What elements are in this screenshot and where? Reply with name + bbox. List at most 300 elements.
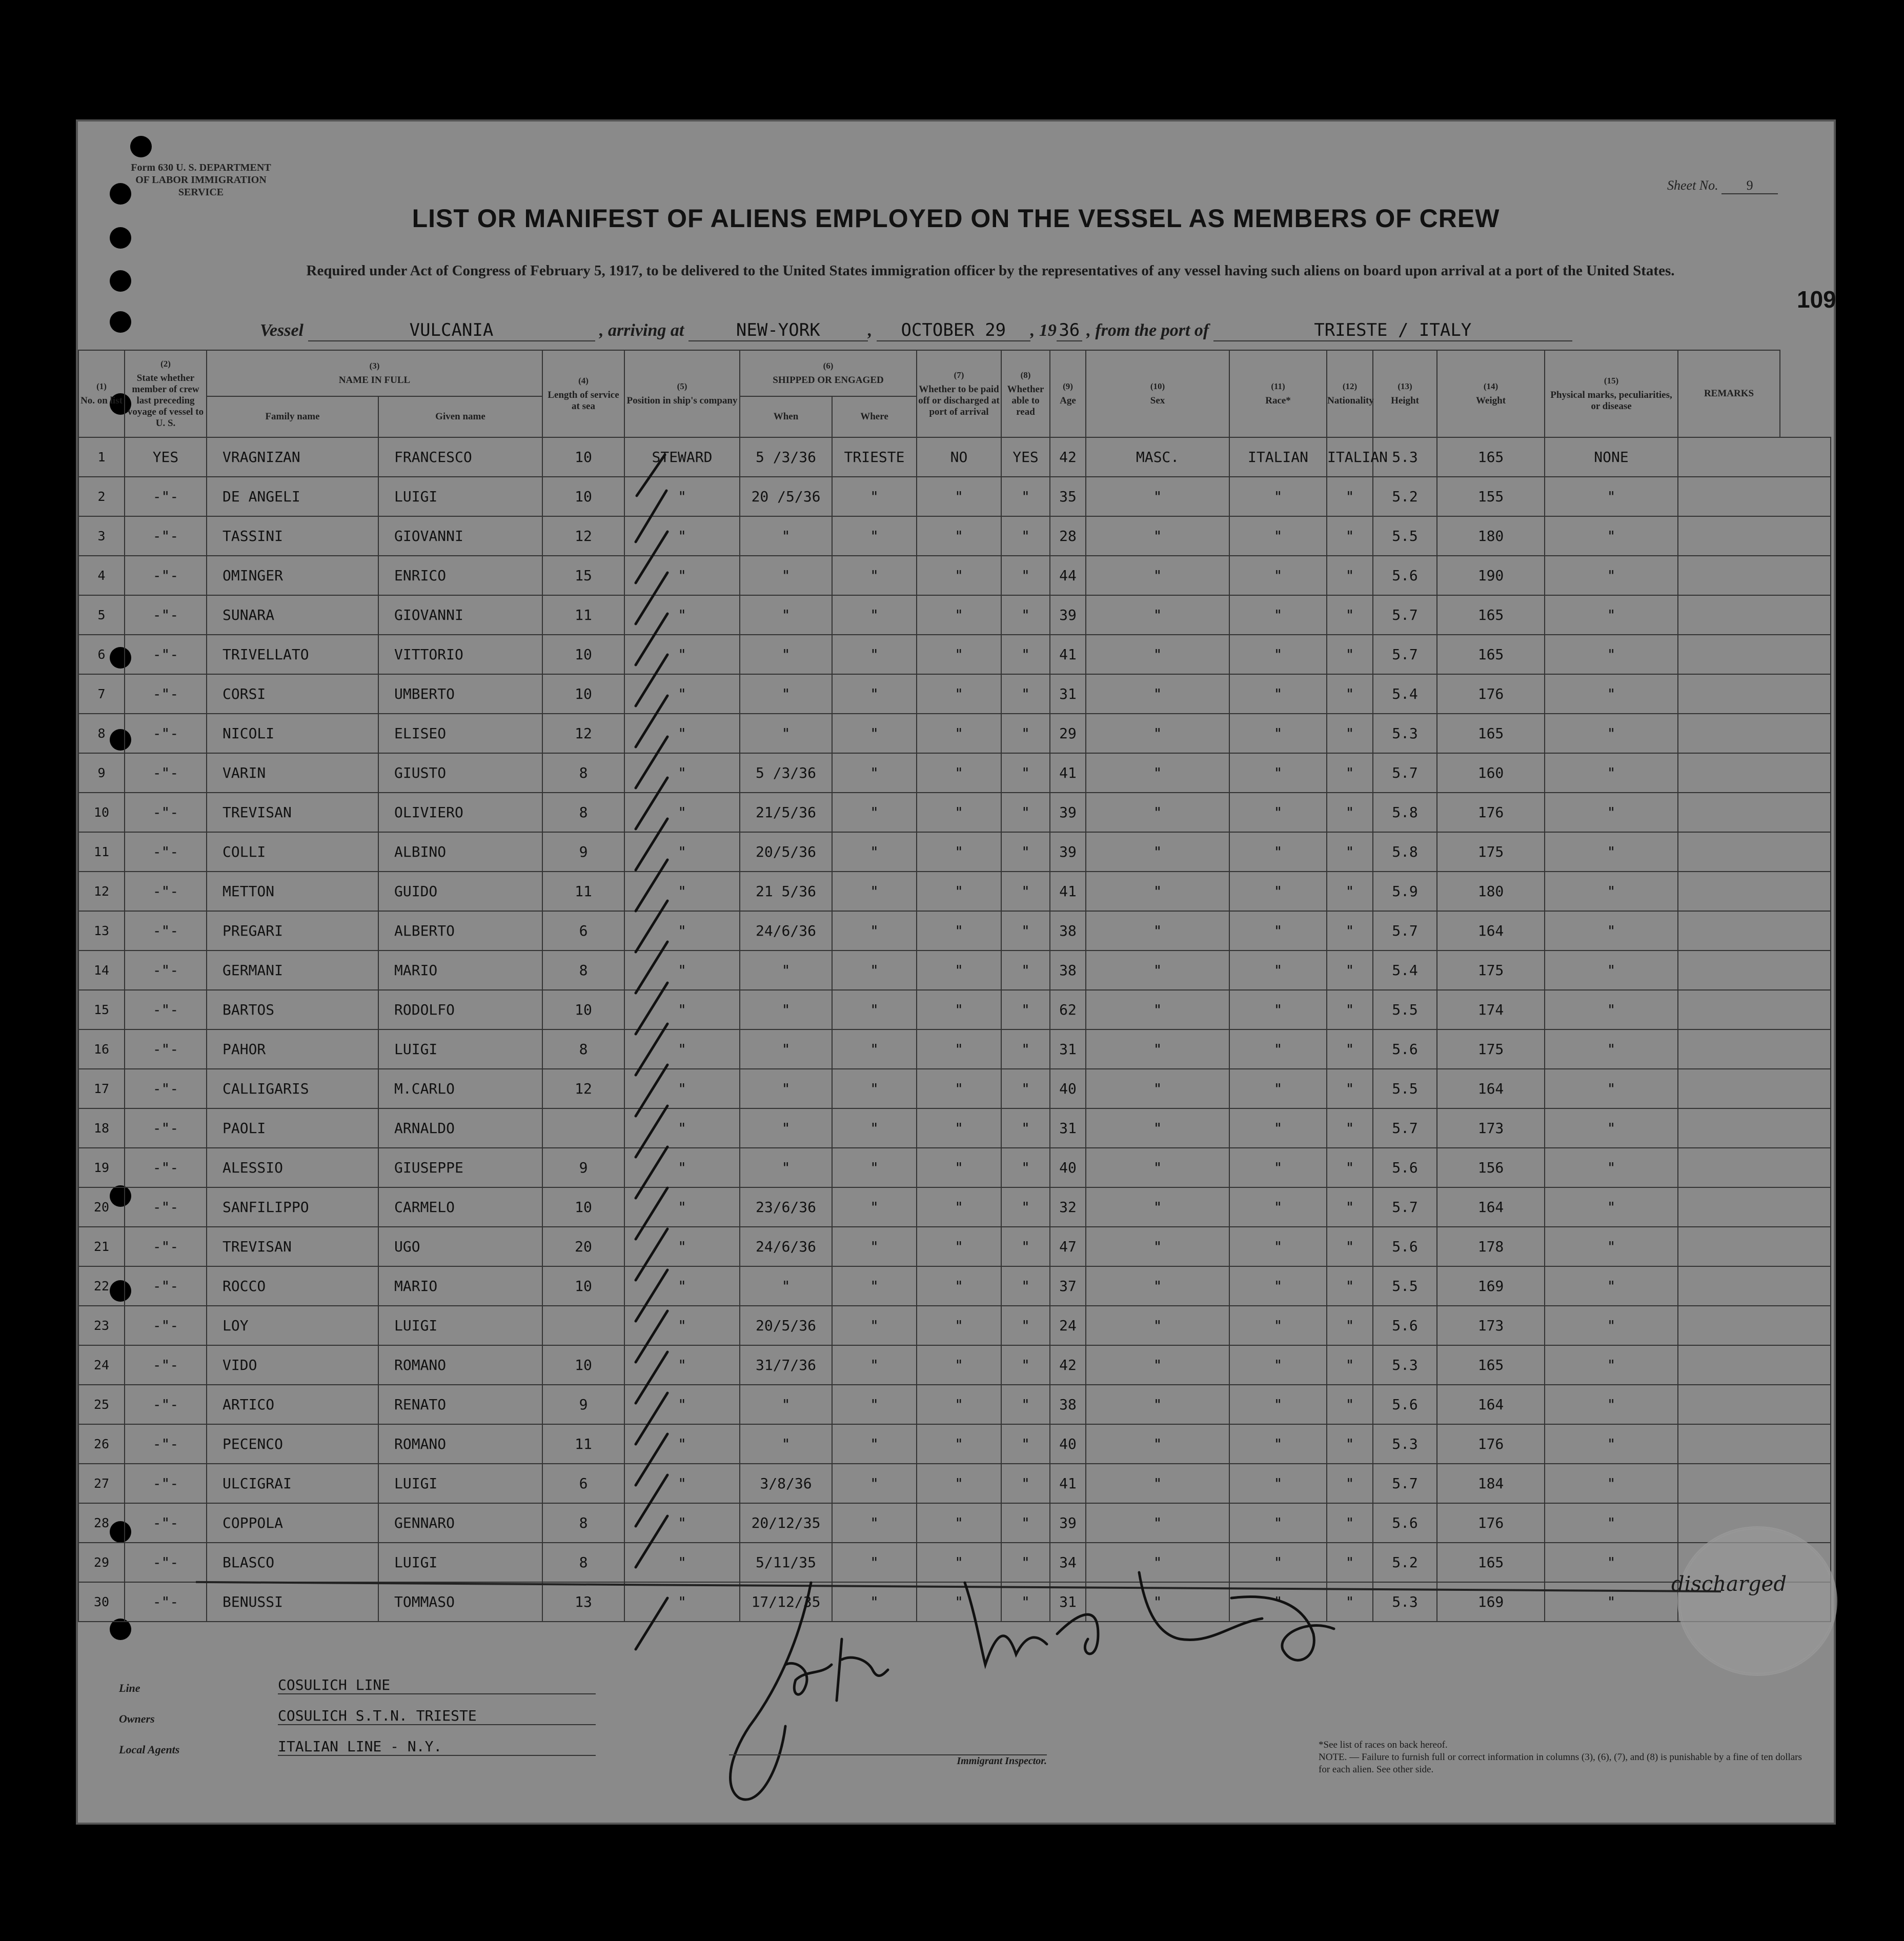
previous-voyage-cell: -"- (125, 516, 207, 556)
physical-marks-cell: NONE (1545, 437, 1678, 477)
agents-label: Local Agents (119, 1743, 180, 1756)
previous-voyage-cell: -"- (125, 753, 207, 793)
table-row (78, 674, 1831, 714)
paid-off-cell: " (917, 556, 1001, 595)
race-cell: " (1229, 1424, 1327, 1464)
col-previous-voyage: (2) State whether member of crew last preceding voyage of vessel to U. S. (125, 350, 207, 437)
shipped-where-cell: " (832, 1464, 917, 1503)
length-of-service-cell: 8 (542, 1543, 624, 1582)
sex-cell: " (1086, 1464, 1229, 1503)
arriving-label: , arriving at (599, 321, 684, 340)
height-cell: 5.5 (1373, 516, 1437, 556)
age-cell: 38 (1050, 951, 1086, 990)
family-name-cell: CALLIGARIS (207, 1069, 378, 1108)
race-cell: " (1229, 516, 1327, 556)
line-label: Line (119, 1682, 140, 1694)
shipped-when-cell: 5 /3/36 (740, 437, 832, 477)
height-cell: 5.8 (1373, 832, 1437, 872)
nationality-cell: " (1327, 1148, 1373, 1187)
height-cell: 5.6 (1373, 1503, 1437, 1543)
family-name-cell: ALESSIO (207, 1148, 378, 1187)
weight-cell: 169 (1437, 1582, 1545, 1622)
sex-cell: " (1086, 1187, 1229, 1227)
given-name-cell: M.CARLO (378, 1069, 542, 1108)
sex-cell: " (1086, 1266, 1229, 1306)
remarks-cell (1678, 832, 1831, 872)
paid-off-cell: " (917, 1266, 1001, 1306)
document-title: LIST OR MANIFEST OF ALIENS EMPLOYED ON THE VESSEL AS MEMBERS OF CREW (412, 204, 1500, 233)
family-name-cell: BENUSSI (207, 1582, 378, 1622)
position-cell: " (624, 595, 740, 635)
remarks-cell (1678, 1148, 1831, 1187)
weight-cell: 184 (1437, 1464, 1545, 1503)
race-cell: ITALIAN (1229, 437, 1327, 477)
weight-cell: 165 (1437, 595, 1545, 635)
col-race: (11) Race* (1229, 350, 1327, 437)
family-name-cell: TREVISAN (207, 793, 378, 832)
physical-marks-cell: " (1545, 990, 1678, 1029)
discharged-note: discharged (1671, 1572, 1787, 1596)
physical-marks-cell: " (1545, 516, 1678, 556)
physical-marks-cell: " (1545, 1503, 1678, 1543)
family-name-cell: BARTOS (207, 990, 378, 1029)
row-number-cell: 3 (78, 516, 125, 556)
family-name-cell: OMINGER (207, 556, 378, 595)
physical-marks-cell: " (1545, 1306, 1678, 1345)
age-cell: 39 (1050, 832, 1086, 872)
physical-marks-cell: " (1545, 1424, 1678, 1464)
table-row (78, 437, 1831, 477)
col-physical-marks: (15) Physical marks, peculiarities, or disease (1545, 350, 1678, 437)
able-to-read-cell: " (1001, 674, 1050, 714)
length-of-service-cell: 10 (542, 1187, 624, 1227)
col-paid-off: (7) Whether to be paid off or discharged at port of arrival (917, 350, 1001, 437)
paid-off-cell: " (917, 1029, 1001, 1069)
remarks-cell (1678, 1345, 1831, 1385)
length-of-service-cell: 11 (542, 872, 624, 911)
shipped-when-cell: " (740, 1385, 832, 1424)
physical-marks-cell: " (1545, 1108, 1678, 1148)
col-sex: (10) Sex (1086, 350, 1229, 437)
length-of-service-cell: 11 (542, 1424, 624, 1464)
given-name-cell: RODOLFO (378, 990, 542, 1029)
given-name-cell: ROMANO (378, 1345, 542, 1385)
nationality-cell: " (1327, 477, 1373, 516)
remarks-cell (1678, 437, 1831, 477)
remarks-cell (1678, 674, 1831, 714)
row-number-cell: 25 (78, 1385, 125, 1424)
able-to-read-cell: " (1001, 1385, 1050, 1424)
able-to-read-cell: " (1001, 832, 1050, 872)
family-name-cell: METTON (207, 872, 378, 911)
age-cell: 47 (1050, 1227, 1086, 1266)
table-header (78, 350, 1831, 437)
race-cell: " (1229, 674, 1327, 714)
shipped-when-cell: " (740, 1266, 832, 1306)
paid-off-cell: " (917, 911, 1001, 951)
length-of-service-cell: 12 (542, 516, 624, 556)
table-row (78, 1503, 1831, 1543)
sheet-number (1667, 178, 1778, 194)
shipped-when-cell: 5 /3/36 (740, 753, 832, 793)
weight-cell: 175 (1437, 832, 1545, 872)
shipped-when-cell: " (740, 1148, 832, 1187)
physical-marks-cell: " (1545, 477, 1678, 516)
given-name-cell: LUIGI (378, 1306, 542, 1345)
weight-cell: 174 (1437, 990, 1545, 1029)
paid-off-cell: " (917, 1187, 1001, 1227)
remarks-cell (1678, 793, 1831, 832)
able-to-read-cell: " (1001, 1345, 1050, 1385)
weight-cell: 165 (1437, 635, 1545, 674)
row-number-cell: 27 (78, 1464, 125, 1503)
weight-cell: 165 (1437, 1345, 1545, 1385)
row-number-cell: 24 (78, 1345, 125, 1385)
remarks-cell (1678, 1424, 1831, 1464)
remarks-cell (1678, 1069, 1831, 1108)
paid-off-cell: " (917, 1108, 1001, 1148)
sex-cell: " (1086, 1385, 1229, 1424)
race-cell: " (1229, 1187, 1327, 1227)
table-row (78, 1069, 1831, 1108)
table-row (78, 832, 1831, 872)
paid-off-cell: " (917, 753, 1001, 793)
length-of-service-cell: 10 (542, 674, 624, 714)
nationality-cell: " (1327, 1385, 1373, 1424)
height-cell: 5.7 (1373, 595, 1437, 635)
sex-cell: " (1086, 1582, 1229, 1622)
length-of-service-cell: 8 (542, 1503, 624, 1543)
remarks-cell (1678, 556, 1831, 595)
shipped-where-cell: " (832, 1345, 917, 1385)
nationality-cell: " (1327, 1306, 1373, 1345)
position-cell: " (624, 990, 740, 1029)
previous-voyage-cell: -"- (125, 595, 207, 635)
weight-cell: 164 (1437, 1069, 1545, 1108)
position-cell: " (624, 911, 740, 951)
sex-cell: " (1086, 1148, 1229, 1187)
race-cell: " (1229, 635, 1327, 674)
family-name-cell: TASSINI (207, 516, 378, 556)
physical-marks-cell: " (1545, 872, 1678, 911)
table-row (78, 990, 1831, 1029)
nationality-cell: " (1327, 951, 1373, 990)
able-to-read-cell: " (1001, 1187, 1050, 1227)
position-cell: " (624, 832, 740, 872)
given-name-cell: UGO (378, 1227, 542, 1266)
position-cell: STEWARD (624, 437, 740, 477)
position-cell: " (624, 1424, 740, 1464)
able-to-read-cell: " (1001, 477, 1050, 516)
position-cell: " (624, 1069, 740, 1108)
able-to-read-cell: YES (1001, 437, 1050, 477)
shipped-where-cell: " (832, 1108, 917, 1148)
given-name-cell: VITTORIO (378, 635, 542, 674)
shipped-when-cell: 20/5/36 (740, 1306, 832, 1345)
height-cell: 5.4 (1373, 951, 1437, 990)
previous-voyage-cell: -"- (125, 832, 207, 872)
table-row (78, 1464, 1831, 1503)
paid-off-cell: " (917, 595, 1001, 635)
previous-voyage-cell: -"- (125, 793, 207, 832)
row-number-cell: 13 (78, 911, 125, 951)
able-to-read-cell: " (1001, 1582, 1050, 1622)
length-of-service-cell: 8 (542, 793, 624, 832)
shipped-when-cell: 24/6/36 (740, 1227, 832, 1266)
table-row (78, 1385, 1831, 1424)
family-name-cell: ULCIGRAI (207, 1464, 378, 1503)
nationality-cell: " (1327, 872, 1373, 911)
table-row (78, 1306, 1831, 1345)
sex-cell: " (1086, 753, 1229, 793)
family-name-cell: SANFILIPPO (207, 1187, 378, 1227)
col-able-to-read: (8) Whether able to read (1001, 350, 1050, 437)
shipped-where-cell: " (832, 1543, 917, 1582)
physical-marks-cell: " (1545, 1464, 1678, 1503)
previous-voyage-cell: -"- (125, 714, 207, 753)
col-nationality: (12) Nationality (1327, 350, 1373, 437)
col-weight: (14) Weight (1437, 350, 1545, 437)
age-cell: 40 (1050, 1424, 1086, 1464)
row-number-cell: 22 (78, 1266, 125, 1306)
physical-marks-cell: " (1545, 1543, 1678, 1582)
table-row (78, 516, 1831, 556)
remarks-cell (1678, 1266, 1831, 1306)
table-row (78, 1424, 1831, 1464)
col-name-in-full: (3) NAME IN FULL (207, 350, 542, 396)
family-name-cell: PECENCO (207, 1424, 378, 1464)
sex-cell: " (1086, 556, 1229, 595)
age-cell: 39 (1050, 595, 1086, 635)
age-cell: 62 (1050, 990, 1086, 1029)
row-number-cell: 26 (78, 1424, 125, 1464)
position-cell: " (624, 1385, 740, 1424)
able-to-read-cell: " (1001, 635, 1050, 674)
paid-off-cell: " (917, 832, 1001, 872)
age-cell: 44 (1050, 556, 1086, 595)
height-cell: 5.3 (1373, 1424, 1437, 1464)
physical-marks-cell: " (1545, 1385, 1678, 1424)
shipped-when-cell: 24/6/36 (740, 911, 832, 951)
sex-cell: " (1086, 1029, 1229, 1069)
length-of-service-cell (542, 1306, 624, 1345)
position-cell: " (624, 516, 740, 556)
shipped-where-cell: " (832, 793, 917, 832)
length-of-service-cell: 15 (542, 556, 624, 595)
remarks-cell (1678, 951, 1831, 990)
paid-off-cell: " (917, 1464, 1001, 1503)
row-number-cell: 15 (78, 990, 125, 1029)
given-name-cell: ROMANO (378, 1424, 542, 1464)
height-cell: 5.5 (1373, 1069, 1437, 1108)
given-name-cell: LUIGI (378, 477, 542, 516)
col-remarks: REMARKS (1678, 350, 1780, 437)
family-name-cell: ARTICO (207, 1385, 378, 1424)
position-cell: " (624, 1543, 740, 1582)
col-position: (5) Position in ship's company (624, 350, 740, 437)
physical-marks-cell: " (1545, 595, 1678, 635)
table-row (78, 1108, 1831, 1148)
remarks-cell (1678, 990, 1831, 1029)
from-port-label: , from the port of (1086, 321, 1209, 340)
position-cell: " (624, 674, 740, 714)
paid-off-cell: " (917, 635, 1001, 674)
document-subtitle: Required under Act of Congress of February 5, 1917, to be delivered to the United States immigration officer by the representatives of any vessel having such aliens on board upon arrival at a port of the United States. (306, 262, 1675, 279)
position-cell: " (624, 635, 740, 674)
form-identifier: Form 630 U. S. DEPARTMENT OF LABOR IMMIGRATION SERVICE (131, 162, 271, 198)
able-to-read-cell: " (1001, 516, 1050, 556)
punch-hole (130, 136, 152, 157)
shipped-where-cell: " (832, 714, 917, 753)
remarks-cell (1678, 1108, 1831, 1148)
nationality-cell: " (1327, 1345, 1373, 1385)
paid-off-cell: " (917, 1306, 1001, 1345)
height-cell: 5.5 (1373, 990, 1437, 1029)
nationality-cell: " (1327, 1424, 1373, 1464)
able-to-read-cell: " (1001, 714, 1050, 753)
shipped-where-cell: " (832, 832, 917, 872)
race-cell: " (1229, 1108, 1327, 1148)
age-cell: 38 (1050, 1385, 1086, 1424)
physical-marks-cell: " (1545, 832, 1678, 872)
col-family-name: Family name (207, 396, 378, 437)
weight-cell: 165 (1437, 437, 1545, 477)
age-cell: 31 (1050, 1029, 1086, 1069)
previous-voyage-cell: -"- (125, 1503, 207, 1543)
paid-off-cell: " (917, 1503, 1001, 1543)
remarks-cell (1678, 1306, 1831, 1345)
height-cell: 5.3 (1373, 1582, 1437, 1622)
weight-cell: 176 (1437, 674, 1545, 714)
weight-cell: 173 (1437, 1108, 1545, 1148)
shipped-where-cell: " (832, 1266, 917, 1306)
height-cell: 5.3 (1373, 714, 1437, 753)
sex-cell: " (1086, 1306, 1229, 1345)
race-cell: " (1229, 872, 1327, 911)
able-to-read-cell: " (1001, 1464, 1050, 1503)
row-number-cell: 11 (78, 832, 125, 872)
remarks-cell (1678, 714, 1831, 753)
physical-marks-cell: " (1545, 635, 1678, 674)
physical-marks-cell: " (1545, 1582, 1678, 1622)
position-cell: " (624, 793, 740, 832)
height-cell: 5.7 (1373, 1464, 1437, 1503)
weight-cell: 178 (1437, 1227, 1545, 1266)
row-number-cell: 17 (78, 1069, 125, 1108)
vessel-line (260, 320, 1572, 341)
race-cell: " (1229, 595, 1327, 635)
age-cell: 34 (1050, 1543, 1086, 1582)
position-cell: " (624, 477, 740, 516)
row-number-cell: 12 (78, 872, 125, 911)
shipped-when-cell: 21/5/36 (740, 793, 832, 832)
length-of-service-cell: 9 (542, 1148, 624, 1187)
nationality-cell: " (1327, 1582, 1373, 1622)
length-of-service-cell: 12 (542, 1069, 624, 1108)
length-of-service-cell: 9 (542, 832, 624, 872)
height-cell: 5.2 (1373, 477, 1437, 516)
paid-off-cell: " (917, 1069, 1001, 1108)
row-number-cell: 20 (78, 1187, 125, 1227)
height-cell: 5.7 (1373, 635, 1437, 674)
previous-voyage-cell: -"- (125, 635, 207, 674)
length-of-service-cell: 8 (542, 951, 624, 990)
shipped-when-cell: 20/12/35 (740, 1503, 832, 1543)
height-cell: 5.6 (1373, 1148, 1437, 1187)
owners-value: COSULICH S.T.N. TRIESTE (278, 1707, 596, 1725)
length-of-service-cell: 10 (542, 1345, 624, 1385)
shipped-where-cell: " (832, 1503, 917, 1543)
row-number-cell: 29 (78, 1543, 125, 1582)
paid-off-cell: " (917, 872, 1001, 911)
age-cell: 31 (1050, 1582, 1086, 1622)
shipped-where-cell: " (832, 1069, 917, 1108)
shipped-where-cell: " (832, 1148, 917, 1187)
manifest-footer (78, 1662, 1834, 1816)
physical-marks-cell: " (1545, 1187, 1678, 1227)
shipped-when-cell: " (740, 990, 832, 1029)
nationality-cell: ITALIAN (1327, 437, 1373, 477)
height-cell: 5.6 (1373, 556, 1437, 595)
age-cell: 39 (1050, 793, 1086, 832)
age-cell: 31 (1050, 1108, 1086, 1148)
shipped-where-cell: " (832, 911, 917, 951)
paid-off-cell: " (917, 951, 1001, 990)
table-row (78, 793, 1831, 832)
height-cell: 5.8 (1373, 793, 1437, 832)
height-cell: 5.6 (1373, 1227, 1437, 1266)
races-note: *See list of races on back hereof. (1319, 1740, 1448, 1750)
able-to-read-cell: " (1001, 1424, 1050, 1464)
punch-hole (110, 270, 131, 292)
paid-off-cell: " (917, 1543, 1001, 1582)
shipped-where-cell: " (832, 1582, 917, 1622)
shipped-when-cell: 23/6/36 (740, 1187, 832, 1227)
shipped-when-cell: " (740, 595, 832, 635)
agents-value: ITALIAN LINE - N.Y. (278, 1738, 596, 1756)
nationality-cell: " (1327, 1187, 1373, 1227)
sex-cell: " (1086, 516, 1229, 556)
remarks-cell (1678, 477, 1831, 516)
previous-voyage-cell: -"- (125, 1187, 207, 1227)
race-cell: " (1229, 951, 1327, 990)
previous-voyage-cell: -"- (125, 1543, 207, 1582)
sex-cell: " (1086, 477, 1229, 516)
table-row (78, 872, 1831, 911)
given-name-cell: MARIO (378, 951, 542, 990)
col-height: (13) Height (1373, 350, 1437, 437)
height-cell: 5.6 (1373, 1385, 1437, 1424)
family-name-cell: PAOLI (207, 1108, 378, 1148)
length-of-service-cell: 10 (542, 477, 624, 516)
paid-off-cell: " (917, 1385, 1001, 1424)
able-to-read-cell: " (1001, 556, 1050, 595)
sex-cell: " (1086, 1503, 1229, 1543)
family-name-cell: BLASCO (207, 1543, 378, 1582)
race-cell: " (1229, 793, 1327, 832)
shipped-when-cell: " (740, 951, 832, 990)
row-number-cell: 18 (78, 1108, 125, 1148)
sex-cell: " (1086, 1227, 1229, 1266)
previous-voyage-cell: -"- (125, 1345, 207, 1385)
shipped-when-cell: " (740, 1108, 832, 1148)
family-name-cell: VIDO (207, 1345, 378, 1385)
able-to-read-cell: " (1001, 1069, 1050, 1108)
previous-voyage-cell: -"- (125, 1582, 207, 1622)
shipped-where-cell: " (832, 1187, 917, 1227)
shipped-where-cell: " (832, 1029, 917, 1069)
able-to-read-cell: " (1001, 1227, 1050, 1266)
